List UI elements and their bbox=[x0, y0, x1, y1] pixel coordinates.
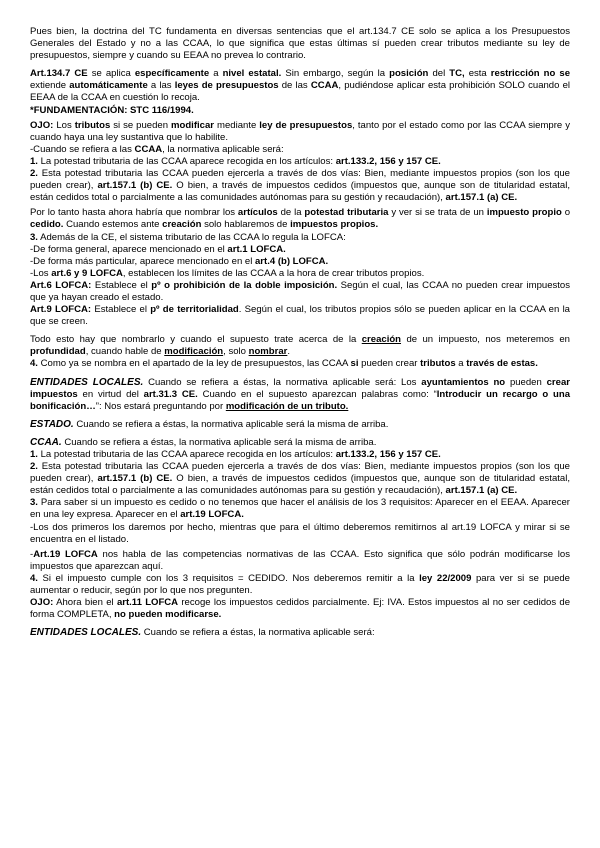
paragraph-doctrina-tc bbox=[30, 26, 570, 62]
bold-text: *FUNDAMENTACIÓN: STC 116/1994. bbox=[30, 104, 194, 116]
text: nos habla de las competencias normativas de las CCAA. Esto significa que sólo podrán modificarse los impuestos que aparezcan aquí. bbox=[30, 548, 570, 572]
paragraph-por-lo-tanto bbox=[30, 207, 570, 231]
bold-text: 1. bbox=[30, 449, 38, 460]
bold-text: art.133.2, 156 y 157 CE. bbox=[335, 449, 441, 460]
text: pueden crear bbox=[358, 358, 421, 370]
text: Establece el bbox=[91, 279, 152, 291]
bold-text: art.157.1 (b) CE. bbox=[97, 180, 173, 192]
text: Como ya se nombra en el apartado de la ley de presupuestos, las CCAA bbox=[37, 358, 351, 370]
text: O bien, a través de impuestos cedidos (impuestos que, aunque son de titularidad estatal, están cedidos total o parcialmente a las comunidades autónomas para su gestión y recaudación), bbox=[30, 473, 570, 497]
bold-text bbox=[248, 346, 291, 358]
bold-text: creación bbox=[162, 219, 202, 231]
bold-text bbox=[164, 346, 223, 357]
bold-text: art.6 y 9 LOFCA bbox=[51, 267, 123, 279]
paragraph-forma-general bbox=[30, 244, 570, 256]
italic-text: ENTIDADES LOCALES. bbox=[30, 627, 142, 639]
document-page bbox=[30, 26, 570, 639]
paragraph-ccaa bbox=[30, 437, 570, 449]
bold-text: restricción no se bbox=[490, 68, 571, 80]
bold-text: no pueden modificarse. bbox=[114, 609, 222, 621]
bold-text: Introducir un recargo o una bonificación… bbox=[30, 388, 570, 412]
section-title bbox=[30, 437, 62, 448]
text: Si el impuesto cumple con los 3 requisitos = CEDIDO. Nos deberemos remitir a la bbox=[37, 572, 420, 584]
text: a bbox=[209, 68, 223, 80]
text: -Los dos primeros los daremos por hecho, mientras que para el último deberemos remitirnos al art.19 LOFCA y mirar si se encuentra en el listado. bbox=[30, 521, 570, 545]
underlined-text: creación bbox=[361, 334, 402, 346]
underlined-text: nombrar bbox=[248, 346, 288, 358]
text: Cuando se refiera a éstas, la normativa aplicable será: bbox=[141, 627, 375, 639]
text: , solo bbox=[223, 346, 249, 358]
paragraph-fundamentacion bbox=[30, 105, 570, 117]
bold-text: través de estas. bbox=[466, 358, 538, 370]
bold-text: OJO: bbox=[30, 597, 54, 609]
bold-text: art.11 LOFCA bbox=[116, 597, 179, 609]
bold-text bbox=[362, 334, 401, 345]
text: pueden bbox=[505, 376, 547, 388]
bold-text: cedido. bbox=[30, 219, 64, 231]
bold-text: leyes de presupuestos bbox=[174, 80, 279, 92]
text: Según el cual, las CCAA no pueden crear impuestos que ya hayan creado el estado. bbox=[30, 279, 571, 303]
text: a las bbox=[147, 80, 175, 92]
text: La potestad tributaria de las CCAA aparece recogida en los artículos: bbox=[37, 155, 336, 167]
bold-text: pº de territorialidad bbox=[150, 304, 239, 316]
paragraph-item-4 bbox=[30, 358, 570, 370]
paragraph-entidades-locales-2 bbox=[30, 627, 570, 639]
bold-text: pº o prohibición de la doble imposición. bbox=[151, 279, 338, 291]
text: Para saber si un impuesto es cedido o no tenemos que hacer el análisis de los 3 requisitos: Aparecer en el EEAA. Aparecer en una ley expresa. Aparecer en el bbox=[30, 497, 570, 521]
paragraph-art-19-lofca bbox=[30, 549, 570, 573]
bold-text: OJO: bbox=[30, 119, 54, 131]
text: a bbox=[455, 358, 467, 370]
text: Ahora bien el bbox=[53, 597, 117, 609]
paragraph-ojo-art-11 bbox=[30, 597, 570, 621]
bold-text: art.133.2, 156 y 157 CE. bbox=[335, 155, 441, 167]
text: extiende bbox=[30, 80, 70, 92]
text: si se pueden bbox=[110, 119, 172, 131]
bold-text: art.19 LOFCA. bbox=[180, 509, 244, 521]
text: y ver si se trata de un bbox=[388, 207, 487, 219]
bold-text: artículos bbox=[237, 207, 278, 219]
text: , tanto por el estado como por las CCAA siempre y cuando haya una ley sustantiva que lo habilite. bbox=[30, 119, 570, 143]
paragraph-estado bbox=[30, 419, 570, 431]
bold-text: impuestos propios. bbox=[290, 219, 379, 231]
text: mediante bbox=[214, 119, 260, 131]
text: -Los bbox=[30, 267, 52, 279]
section-title bbox=[30, 419, 74, 430]
text: del bbox=[428, 68, 450, 80]
bold-text: CCAA bbox=[310, 80, 339, 92]
bold-text: ley 22/2009 bbox=[419, 572, 472, 584]
bold-text: art.157.1 (a) CE. bbox=[445, 192, 518, 204]
bold-text: específicamente bbox=[134, 68, 210, 80]
text: . Según el cual, los tributos propios sólo se pueden aplicar en la CCAA en la que se creen. bbox=[30, 304, 570, 328]
bold-text: si bbox=[350, 358, 359, 370]
bold-text: modificar bbox=[171, 119, 215, 131]
bold-text: art.157.1 (a) CE. bbox=[445, 485, 518, 497]
bold-text: impuesto propio bbox=[486, 207, 562, 219]
text: , establecen los límites de las CCAA a la hora de crear tributos propios. bbox=[122, 267, 425, 279]
text: de la bbox=[277, 207, 305, 219]
text: Por lo tanto hasta ahora habría que nombrar los bbox=[30, 207, 238, 219]
text: Cuando estemos ante bbox=[63, 219, 163, 231]
text: Cuando se refiera a éstas, la normativa aplicable será la misma de arriba. bbox=[73, 418, 389, 430]
text: Sin embargo, según la bbox=[281, 68, 390, 80]
bold-text: tributos bbox=[420, 358, 456, 370]
text: , la normativa aplicable será: bbox=[162, 143, 284, 155]
bold-text: ley de presupuestos bbox=[259, 119, 353, 131]
bold-text: Art.6 LOFCA: bbox=[30, 279, 92, 291]
bold-text: automáticamente bbox=[69, 80, 148, 92]
paragraph-item-2 bbox=[30, 168, 570, 204]
bold-text: Art.19 LOFCA bbox=[33, 548, 98, 560]
bold-text: art.31.3 CE. bbox=[143, 388, 198, 400]
text: La potestad tributaria de las CCAA aparece recogida en los artículos: bbox=[37, 449, 336, 460]
paragraph-item-2b bbox=[30, 461, 570, 497]
bold-text: 3. bbox=[30, 231, 38, 243]
text: Esta potestad tributaria las CCAA pueden ejercerla a través de dos vías: Bien, mediante impuestos propios (son los que pueden crear), bbox=[30, 168, 570, 192]
bold-text: Art.134.7 CE bbox=[30, 68, 88, 80]
bold-text: 4. bbox=[30, 572, 38, 584]
text: -De forma general, aparece mencionado en el bbox=[30, 243, 228, 255]
text: esta bbox=[464, 68, 491, 80]
paragraph-limites bbox=[30, 268, 570, 280]
bold-text: art.157.1 (b) CE. bbox=[97, 473, 173, 485]
text: O bien, a través de impuestos cedidos (impuestos que, aunque son de titularidad estatal, están cedidos total o parcialmente a las comunidades autónomas para su gestión y recaudación), bbox=[30, 180, 570, 204]
text: recoge los impuestos cedidos parcialmente. Ej: IVA. Estos impuestos al no ser cedidos de forma COMPLETA, bbox=[30, 597, 570, 621]
paragraph-todo-esto bbox=[30, 334, 570, 358]
text: . bbox=[287, 346, 291, 358]
bold-text: tributos bbox=[74, 119, 111, 131]
bold-text: 2. bbox=[30, 168, 38, 180]
italic-text: ESTADO. bbox=[30, 418, 74, 430]
bold-text: profundidad bbox=[30, 346, 86, 358]
bold-text: nivel estatal. bbox=[222, 68, 282, 80]
paragraph-forma-particular bbox=[30, 256, 570, 268]
bold-text: posición bbox=[389, 68, 429, 80]
bold-text: 4. bbox=[30, 358, 38, 370]
text: Pues bien, la doctrina del TC fundamenta en diversas sentencias que el art.134.7 CE solo se aplica a los Presupuestos Generales del Estado y no a las CCAA, lo que significa que estas últimas sí pueden crear tributos mediante su ley de presupuestos, siempre y cuando su EEAA no prevea lo contrario. bbox=[30, 26, 570, 62]
text: Además de la CE, el sistema tributario de las CCAA lo regula la LOFCA: bbox=[37, 231, 346, 243]
text: se aplica bbox=[87, 68, 135, 80]
paragraph-ojo-tributos bbox=[30, 120, 570, 144]
bold-text: art.1 LOFCA. bbox=[227, 243, 286, 255]
text: o bbox=[561, 207, 571, 219]
paragraph-item-1b bbox=[30, 449, 570, 461]
bold-text: 2. bbox=[30, 461, 38, 473]
paragraph-item-3 bbox=[30, 232, 570, 244]
paragraph-item-1 bbox=[30, 156, 570, 168]
paragraph-art-134-7 bbox=[30, 68, 570, 104]
text: , pudiéndose aplicar esta prohibición SOLO cuando el EEAA de la CCAA en cuestión lo recoja. bbox=[30, 80, 570, 104]
text: de un impuesto, nos meteremos en bbox=[401, 334, 570, 346]
text: -De forma más particular, aparece mencionado en el bbox=[30, 255, 255, 267]
section-title bbox=[30, 377, 143, 388]
paragraph-art-6-lofca bbox=[30, 280, 570, 304]
paragraph-item-3b bbox=[30, 497, 570, 521]
bold-text: potestad tributaria bbox=[304, 207, 389, 219]
text: en virtud del bbox=[77, 388, 144, 400]
paragraph-entidades-locales bbox=[30, 377, 570, 413]
text: de las bbox=[278, 80, 311, 92]
paragraph-ccaa-intro bbox=[30, 144, 570, 156]
text: Los bbox=[53, 119, 75, 131]
bold-text: TC, bbox=[449, 68, 465, 80]
bold-text: 3. bbox=[30, 497, 38, 509]
bold-text bbox=[226, 401, 349, 412]
text: , cuando hable de bbox=[85, 346, 165, 358]
text: - bbox=[30, 548, 34, 560]
italic-text: ENTIDADES LOCALES. bbox=[30, 376, 144, 388]
bold-text: crear impuestos bbox=[30, 376, 570, 400]
text: -Cuando se refiera a las bbox=[30, 143, 135, 155]
bold-text: ayuntamientos no bbox=[421, 376, 506, 388]
text: Esta potestad tributaria las CCAA pueden ejercerla a través de dos vías: Bien, mediante impuestos propios (son los que pueden crear), bbox=[30, 461, 570, 485]
bold-text: art.4 (b) LOFCA. bbox=[255, 255, 329, 267]
italic-text: CCAA. bbox=[30, 436, 62, 448]
bold-text: Art.9 LOFCA: bbox=[30, 304, 92, 316]
text: para ver si se puede aumentar o reducir, según por lo que nos pregunten. bbox=[30, 572, 570, 597]
text: Cuando en el supuesto aparezcan palabras como: “ bbox=[197, 388, 437, 400]
section-title bbox=[30, 627, 141, 638]
text: solo hablaremos de bbox=[201, 219, 291, 231]
bold-text: CCAA bbox=[134, 143, 163, 155]
underlined-text: modificación bbox=[164, 346, 224, 358]
text: Todo esto hay que nombrarlo y cuando el supuesto trate acerca de la bbox=[30, 334, 362, 346]
bold-text: 1. bbox=[30, 155, 38, 167]
text: Establece el bbox=[91, 304, 151, 316]
text: Cuando se refiera a éstas, la normativa aplicable será: Los bbox=[143, 376, 422, 388]
paragraph-item-4b bbox=[30, 573, 570, 597]
underlined-text: modificación de un tributo. bbox=[225, 400, 349, 412]
text: ”: Nos estará preguntando por bbox=[95, 400, 226, 412]
paragraph-art-9-lofca bbox=[30, 304, 570, 328]
text: Cuando se refiera a éstas, la normativa aplicable será la misma de arriba. bbox=[61, 436, 377, 448]
paragraph-dos-primeros bbox=[30, 522, 570, 546]
